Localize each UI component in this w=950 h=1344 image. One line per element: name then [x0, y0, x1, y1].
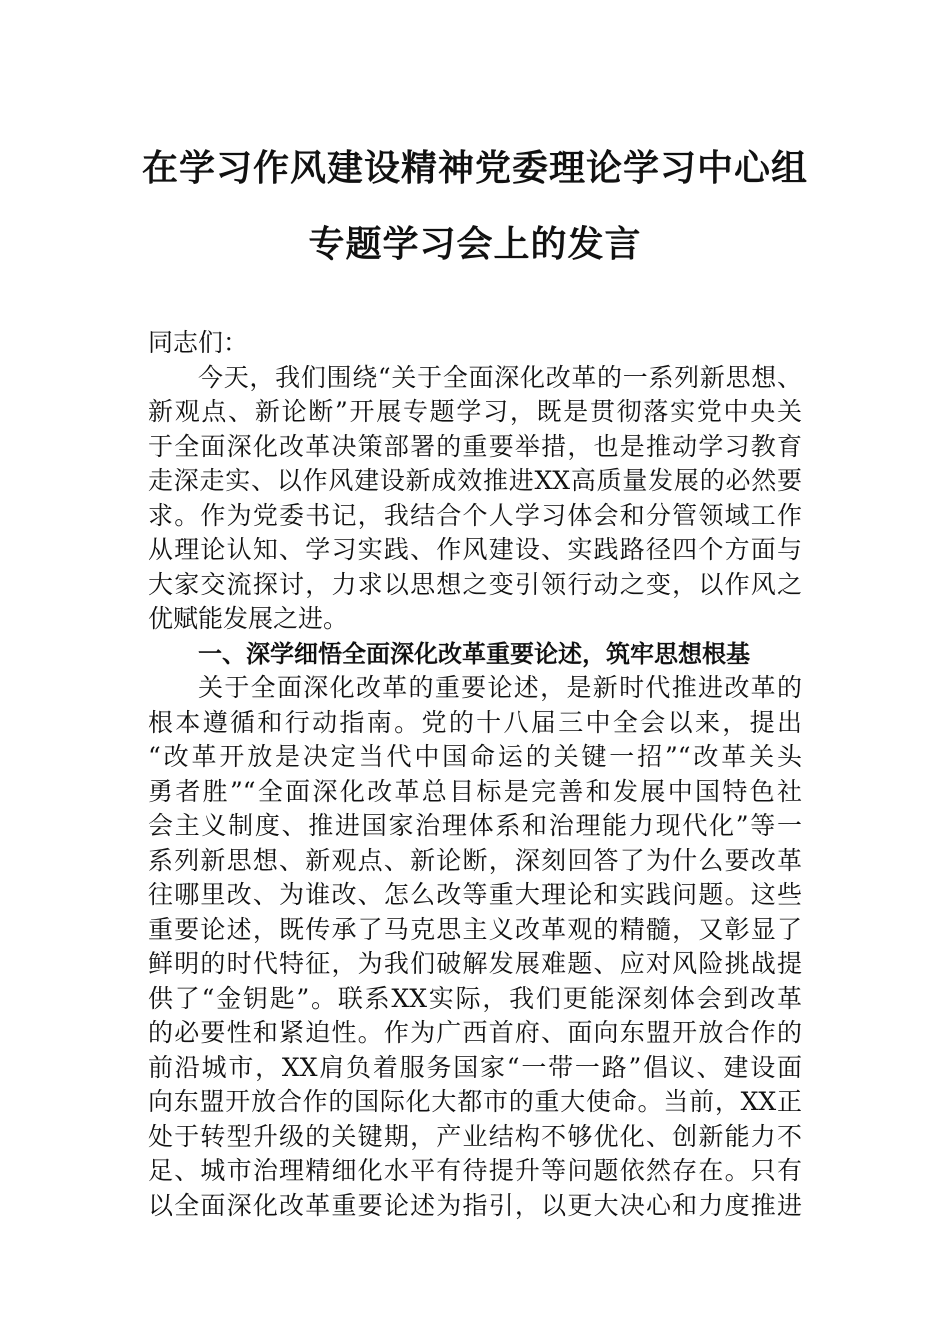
paragraph-line: 足、城市治理精细化水平有待提升等问题依然存在。只有	[148, 1156, 802, 1185]
title-line-2: 专题学习会上的发言	[308, 223, 642, 265]
paragraph-line: 会主义制度、推进国家治理体系和治理能力现代化”等一	[148, 811, 802, 840]
paragraph-line: “改革开放是决定当代中国命运的关键一招”“改革关头	[148, 742, 802, 771]
paragraph-line: 勇者胜”“全面深化改革总目标是完善和发展中国特色社	[148, 776, 802, 806]
document-title	[0, 147, 950, 265]
paragraph-line: 新观点、新论断”开展专题学习，既是贯彻落实党中央关	[148, 397, 802, 426]
paragraph-line: 求。作为党委书记，我结合个人学习体会和分管领域工作	[148, 500, 802, 530]
paragraph-line: 根本遵循和行动指南。党的十八届三中全会以来，提出	[148, 707, 802, 737]
paragraph-line: 前沿城市，XX肩负着服务国家“一带一路”倡议、建设面	[148, 1052, 802, 1082]
section-heading: 一、深学细悟全面深化改革重要论述，筑牢思想根基	[198, 639, 750, 668]
salutation: 同志们：	[148, 328, 249, 357]
paragraph-line: 优赋能发展之进。	[148, 604, 349, 633]
paragraph-line: 鲜明的时代特征，为我们破解发展难题、应对风险挑战提	[148, 949, 802, 978]
paragraph-line: 处于转型升级的关键期，产业结构不够优化、创新能力不	[148, 1121, 802, 1151]
paragraph-line: 走深走实、以作风建设新成效推进XX高质量发展的必然要	[148, 466, 802, 495]
paragraph-line: 以全面深化改革重要论述为指引，以更大决心和力度推进	[148, 1190, 802, 1220]
paragraph-line: 系列新思想、新观点、新论断，深刻回答了为什么要改革	[148, 845, 802, 875]
document-body	[148, 326, 802, 1223]
paragraph-line: 重要论述，既传承了马克思主义改革观的精髓，又彰显了	[148, 914, 802, 944]
paragraph-line: 往哪里改、为谁改、怎么改等重大理论和实践问题。这些	[148, 880, 802, 909]
paragraph-line: 大家交流探讨，力求以思想之变引领行动之变，以作风之	[148, 569, 802, 599]
paragraph-line: 于全面深化改革决策部署的重要举措，也是推动学习教育	[148, 431, 802, 461]
paragraph-line: 关于全面深化改革的重要论述，是新时代推进改革的	[198, 673, 802, 702]
title-line-1: 在学习作风建设精神党委理论学习中心组	[141, 147, 808, 189]
paragraph-line: 向东盟开放合作的国际化大都市的重大使命。当前，XX正	[148, 1087, 802, 1116]
paragraph-line: 从理论认知、学习实践、作风建设、实践路径四个方面与	[148, 535, 802, 564]
paragraph-line: 的必要性和紧迫性。作为广西首府、面向东盟开放合作的	[148, 1018, 802, 1047]
paragraph-line: 今天，我们围绕“关于全面深化改革的一系列新思想、	[198, 362, 802, 392]
paragraph-line: 供了“金钥匙”。联系XX实际，我们更能深刻体会到改革	[148, 983, 802, 1013]
